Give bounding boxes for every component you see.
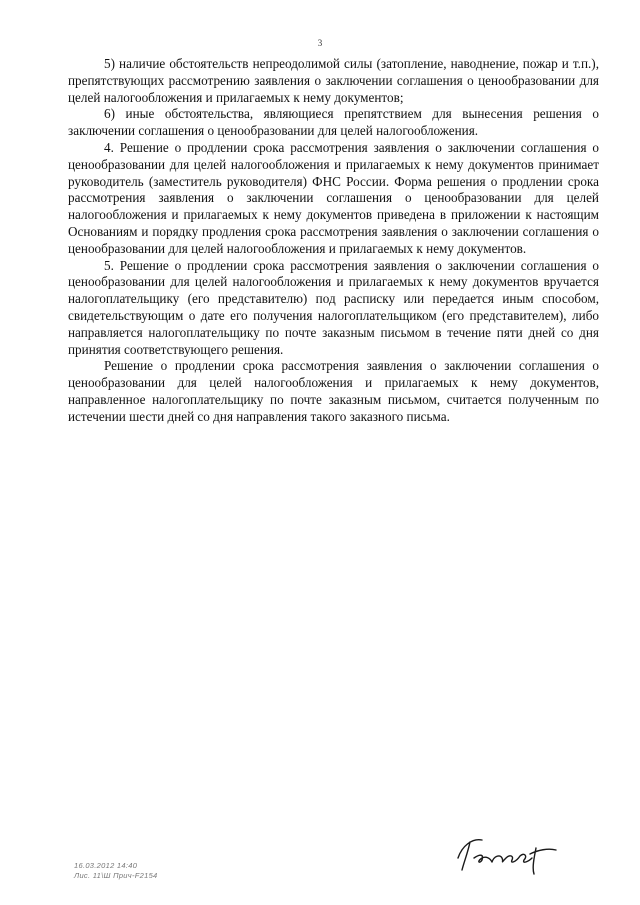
- page-number: 3: [317, 38, 323, 48]
- print-stamp-ref: Лис. 11\Ш Прич-F2154: [74, 871, 158, 880]
- print-stamp: [74, 861, 158, 881]
- paragraph-clause-4: 4. Решение о продлении срока рассмотрения заявления о заключении соглашения о ценообразовании для целей налогообложения и прилагаемых к нему документов принимает руководитель (заместитель руководителя) ФНС России. Форма решения о продлении срока рассмотрения заявления о заключении соглашения о ценообразовании для целей налогообложения и прилагаемых к нему документов приведена в приложении к настоящим Основаниям и порядку продления срока рассмотрения заявления о заключении соглашения о ценообразовании для целей налогообложения и прилагаемых к нему документов.: [68, 139, 599, 256]
- print-stamp-date: 16.03.2012 14:40: [74, 861, 138, 870]
- paragraph-item-6: 6) иные обстоятельства, являющиеся препятствием для вынесения решения о заключении соглашения о ценообразовании для целей налогообложения.: [68, 106, 599, 139]
- paragraph-clause-5: 5. Решение о продлении срока рассмотрения заявления о заключении соглашения о ценообразовании для целей налогообложения и прилагаемых к нему документов вручается налогоплательщику (его представителю) под расписку или передается иным способом, свидетельствующим о дате его получения налогоплательщиком (его представителем), либо направляется налогоплательщику по почте заказным письмом в течение пяти дней со дня принятия соответствующего решения.: [68, 257, 599, 357]
- document-body: [68, 56, 599, 426]
- paragraph-item-5: 5) наличие обстоятельств непреодолимой силы (затопление, наводнение, пожар и т.п.), препятствующих рассмотрению заявления о заключении соглашения о ценообразовании для целей налогообложения и прилагаемых к нему документов;: [68, 56, 599, 105]
- paragraph-receipt-rule: Решение о продлении срока рассмотрения заявления о заключении соглашения о ценообразовании для целей налогообложения и прилагаемых к нему документов, направленное налогоплательщику по почте заказным письмом, считается полученным по истечении шести дней со дня направления такого заказного письма.: [68, 358, 599, 424]
- signature-stroke-main: [458, 840, 556, 874]
- handwritten-signature: [452, 828, 572, 878]
